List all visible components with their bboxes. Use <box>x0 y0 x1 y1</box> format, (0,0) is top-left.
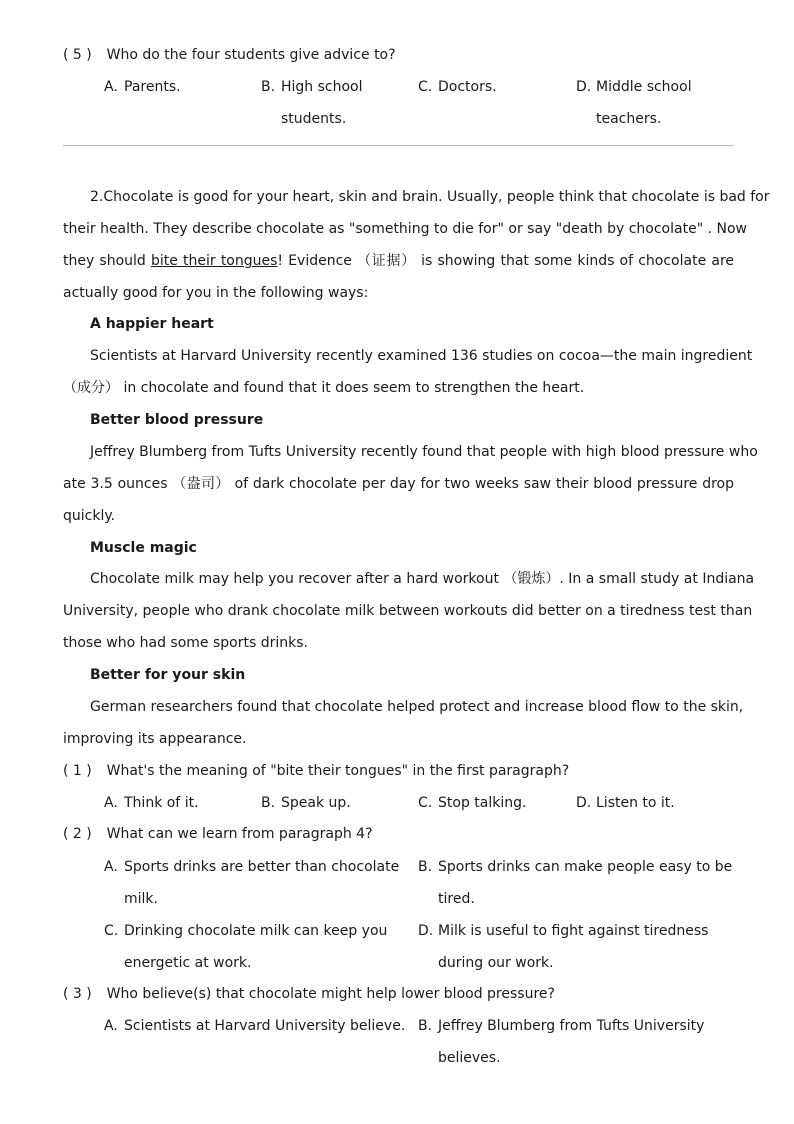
q5-option-d-cont: teachers. <box>596 111 662 127</box>
option-letter: D. <box>576 795 592 811</box>
q3-option-b <box>418 1017 704 1035</box>
option-letter: B. <box>261 79 276 95</box>
text-run: ! Evidence （证据） is showing that some kinds of chocolate are <box>277 253 735 269</box>
question-text: What's the meaning of "bite their tongues" in the first paragraph? <box>106 763 570 779</box>
option-letter: B. <box>418 859 433 875</box>
paragraph-blood-pressure-line-2: ate 3.5 ounces （盎司） of dark chocolate per day for two weeks saw their blood pressure drop <box>63 476 734 492</box>
q2-option-b <box>418 858 732 876</box>
q2-option-b-cont: tired. <box>438 891 475 907</box>
q1-option-a <box>104 794 199 812</box>
option-letter: A. <box>104 1018 118 1034</box>
q3-option-a <box>104 1017 405 1035</box>
q5-option-a <box>104 78 181 96</box>
paragraph-muscle-line-3: those who had some sports drinks. <box>63 635 308 651</box>
option-text: High school <box>281 79 363 95</box>
paragraph-muscle-line-2: University, people who drank chocolate milk between workouts did better on a tiredness test than <box>63 603 753 619</box>
option-text: Speak up. <box>281 795 351 811</box>
option-text: Jeffrey Blumberg from Tufts University <box>438 1018 705 1034</box>
q2-option-c-cont: energetic at work. <box>124 955 252 971</box>
option-letter: A. <box>104 859 118 875</box>
q5-option-d <box>576 78 692 96</box>
option-text: Sports drinks are better than chocolate <box>124 859 400 875</box>
q3-option-b-cont: believes. <box>438 1050 501 1066</box>
q2-option-a <box>104 858 399 876</box>
option-letter: A. <box>104 79 118 95</box>
option-text: Parents. <box>124 79 181 95</box>
paragraph-skin-line-1: German researchers found that chocolate helped protect and increase blood flow to the skin, <box>90 699 744 715</box>
option-text: Sports drinks can make people easy to be <box>438 859 733 875</box>
q5-option-b-cont: students. <box>281 111 347 127</box>
option-letter: C. <box>418 795 433 811</box>
option-letter: D. <box>418 923 434 939</box>
option-letter: B. <box>418 1018 433 1034</box>
q5-option-c <box>418 78 497 96</box>
q2-option-d-cont: during our work. <box>438 955 554 971</box>
section-heading-skin: Better for your skin <box>90 667 246 683</box>
paragraph-heart-line-2: （成分） in chocolate and found that it does seem to strengthen the heart. <box>63 380 585 396</box>
option-text: Stop talking. <box>438 795 527 811</box>
paragraph-blood-pressure-line-3: quickly. <box>63 508 116 524</box>
q2-option-d <box>418 922 708 940</box>
question-text: Who do the four students give advice to? <box>106 47 396 63</box>
q1-option-b <box>261 794 351 812</box>
section-heading-muscle: Muscle magic <box>90 540 197 556</box>
passage-intro-line-3 <box>63 252 734 270</box>
q1-option-d <box>576 794 675 812</box>
q5-option-b <box>261 78 363 96</box>
section-divider <box>63 145 734 146</box>
question-number: ( 5 ) <box>63 47 92 63</box>
option-text: Middle school <box>596 79 692 95</box>
q2-option-c <box>104 922 387 940</box>
question-1 <box>63 762 569 780</box>
question-text: What can we learn from paragraph 4? <box>106 826 373 842</box>
option-text: Think of it. <box>124 795 199 811</box>
paragraph-muscle-line-1: Chocolate milk may help you recover after a hard workout （锻炼）. In a small study at Indiana <box>90 571 755 587</box>
paragraph-blood-pressure-line-1: Jeffrey Blumberg from Tufts University recently found that people with high blood pressure who <box>90 444 758 460</box>
option-letter: B. <box>261 795 276 811</box>
section-heading-blood-pressure: Better blood pressure <box>90 412 264 428</box>
option-text: Drinking chocolate milk can keep you <box>124 923 388 939</box>
question-3 <box>63 985 555 1003</box>
q1-option-c <box>418 794 526 812</box>
question-number: ( 2 ) <box>63 826 92 842</box>
paragraph-skin-line-2: improving its appearance. <box>63 731 247 747</box>
option-text: Doctors. <box>438 79 497 95</box>
option-text: Scientists at Harvard University believe. <box>124 1018 406 1034</box>
option-letter: C. <box>104 923 119 939</box>
question-number: ( 3 ) <box>63 986 92 1002</box>
question-text: Who believe(s) that chocolate might help lower blood pressure? <box>106 986 555 1002</box>
option-letter: D. <box>576 79 592 95</box>
option-letter: C. <box>418 79 433 95</box>
option-letter: A. <box>104 795 118 811</box>
paragraph-heart-line-1: Scientists at Harvard University recently examined 136 studies on cocoa—the main ingredient <box>90 348 753 364</box>
passage-intro-line-2: their health. They describe chocolate as "something to die for" or say "death by chocolate" . Now <box>63 221 747 237</box>
question-2 <box>63 825 373 843</box>
section-heading-heart: A happier heart <box>90 316 214 332</box>
passage-intro-line-1: 2.Chocolate is good for your heart, skin and brain. Usually, people think that chocolate is bad for <box>90 189 770 205</box>
text-run: they should <box>63 253 151 269</box>
question-5 <box>63 46 396 64</box>
option-text: Listen to it. <box>596 795 675 811</box>
q2-option-a-cont: milk. <box>124 891 158 907</box>
underlined-phrase: bite their tongues <box>150 253 278 269</box>
option-text: Milk is useful to fight against tiredness <box>438 923 709 939</box>
question-number: ( 1 ) <box>63 763 92 779</box>
passage-intro-line-4: actually good for you in the following ways: <box>63 285 369 301</box>
